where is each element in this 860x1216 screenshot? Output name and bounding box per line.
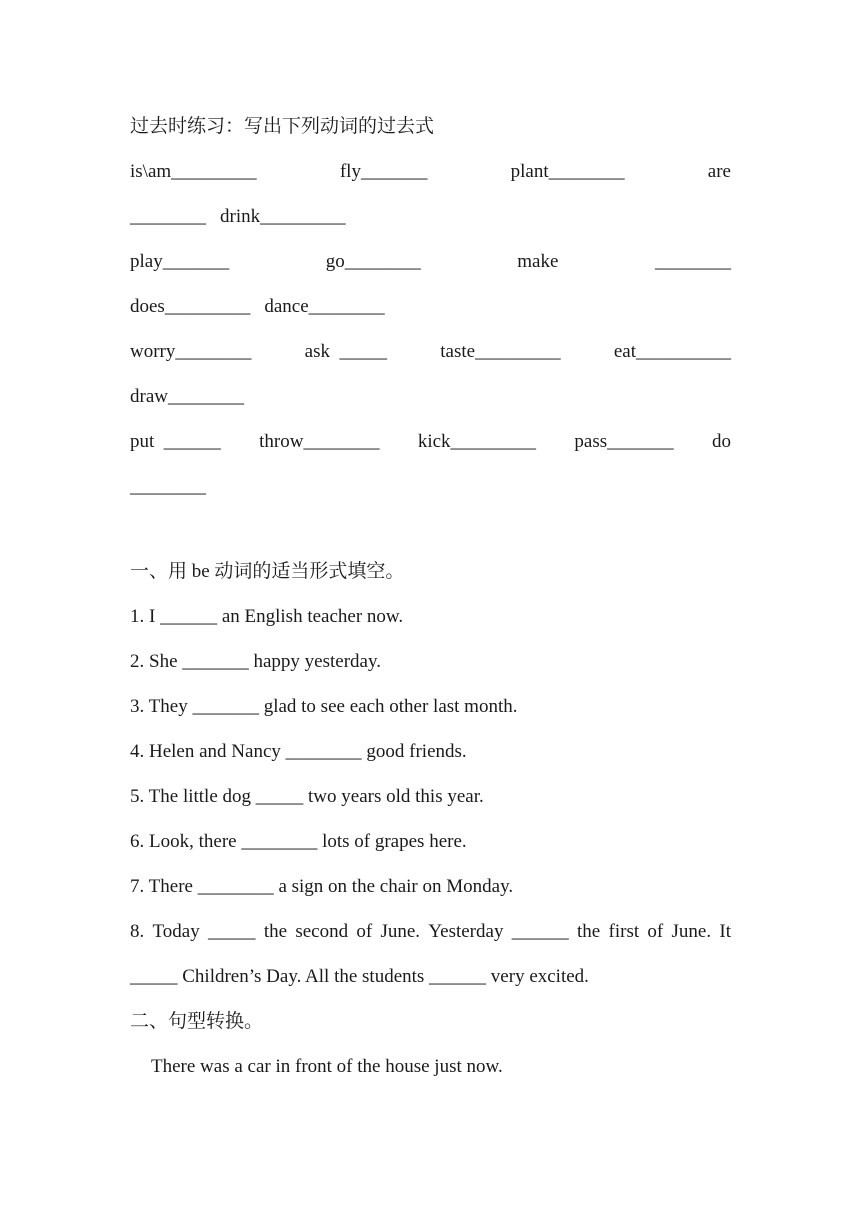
verb-blank: play_______ [130,251,230,272]
word: of [356,921,373,942]
verb-blank: make [517,251,559,272]
question-item: 6. Look, there ________ lots of grapes here. [130,831,467,852]
verb-blank: eat__________ [613,341,731,362]
verbs-row-6 [130,380,731,425]
word: the [577,921,601,942]
verbs-row-8 [130,470,731,515]
verb-blank: ask _____ [304,341,387,362]
verbs-row-4 [130,290,731,335]
section-spacer [130,515,731,555]
verb-blank: plant________ [510,161,625,182]
word: second [295,921,349,942]
question-item: 5. The little dog _____ two years old this year. [130,786,484,807]
verb-blank: draw________ [130,386,244,407]
section-2-heading: 二、句型转换。 [130,1011,264,1032]
word: Today [152,921,200,942]
verbs-row-1 [130,155,731,200]
verb-blank: taste_________ [440,341,561,362]
verbs-title: 过去时练习：写出下列动词的过去式 [130,116,435,137]
verbs-row-3 [130,245,731,290]
word: the [263,921,288,942]
verb-blank: fly_______ [339,161,428,182]
question-item: 1. I ______ an English teacher now. [130,606,404,627]
verb-blank: ________ [130,206,206,227]
verbs-row-7 [130,425,731,470]
verb-blank: worry________ [130,341,252,362]
word: 8. [130,921,145,942]
word: ______ [511,921,569,942]
word: _____ [208,921,256,942]
verb-blank: are [707,161,731,182]
word: of [647,921,664,942]
verb-blank: put ______ [130,431,221,452]
word: June. [380,921,421,942]
word: June. [671,921,712,942]
verbs-row-5 [130,335,731,380]
verb-blank: do [712,431,731,452]
question-item: 3. They _______ glad to see each other last month. [130,696,518,717]
question-item-8-line-1 [130,915,731,960]
word: first [608,921,640,942]
verb-blank: ________ [130,476,206,497]
worksheet-page [130,110,731,1095]
verb-blank: pass_______ [574,431,674,452]
verb-blank: ________ [654,251,731,272]
verb-blank: dance________ [264,296,385,317]
verb-blank: drink_________ [220,206,346,227]
question-item: 4. Helen and Nancy ________ good friends. [130,741,467,762]
verbs-row-2 [130,200,731,245]
word: It [719,921,731,942]
verb-blank: is\am_________ [130,161,257,182]
verb-blank: kick_________ [417,431,537,452]
question-item-8-line-2: _____ Children’s Day. All the students ______ very excited. [130,966,589,987]
question-item: 7. There ________ a sign on the chair on Monday. [130,876,514,897]
transform-sentence: There was a car in front of the house just now. [151,1056,503,1077]
question-item: 2. She _______ happy yesterday. [130,651,381,672]
verb-blank: does_________ [130,296,251,317]
section-1-heading: 一、用 be 动词的适当形式填空。 [130,561,405,582]
word: Yesterday [428,921,504,942]
verb-blank: throw________ [259,431,380,452]
verb-blank: go________ [325,251,421,272]
